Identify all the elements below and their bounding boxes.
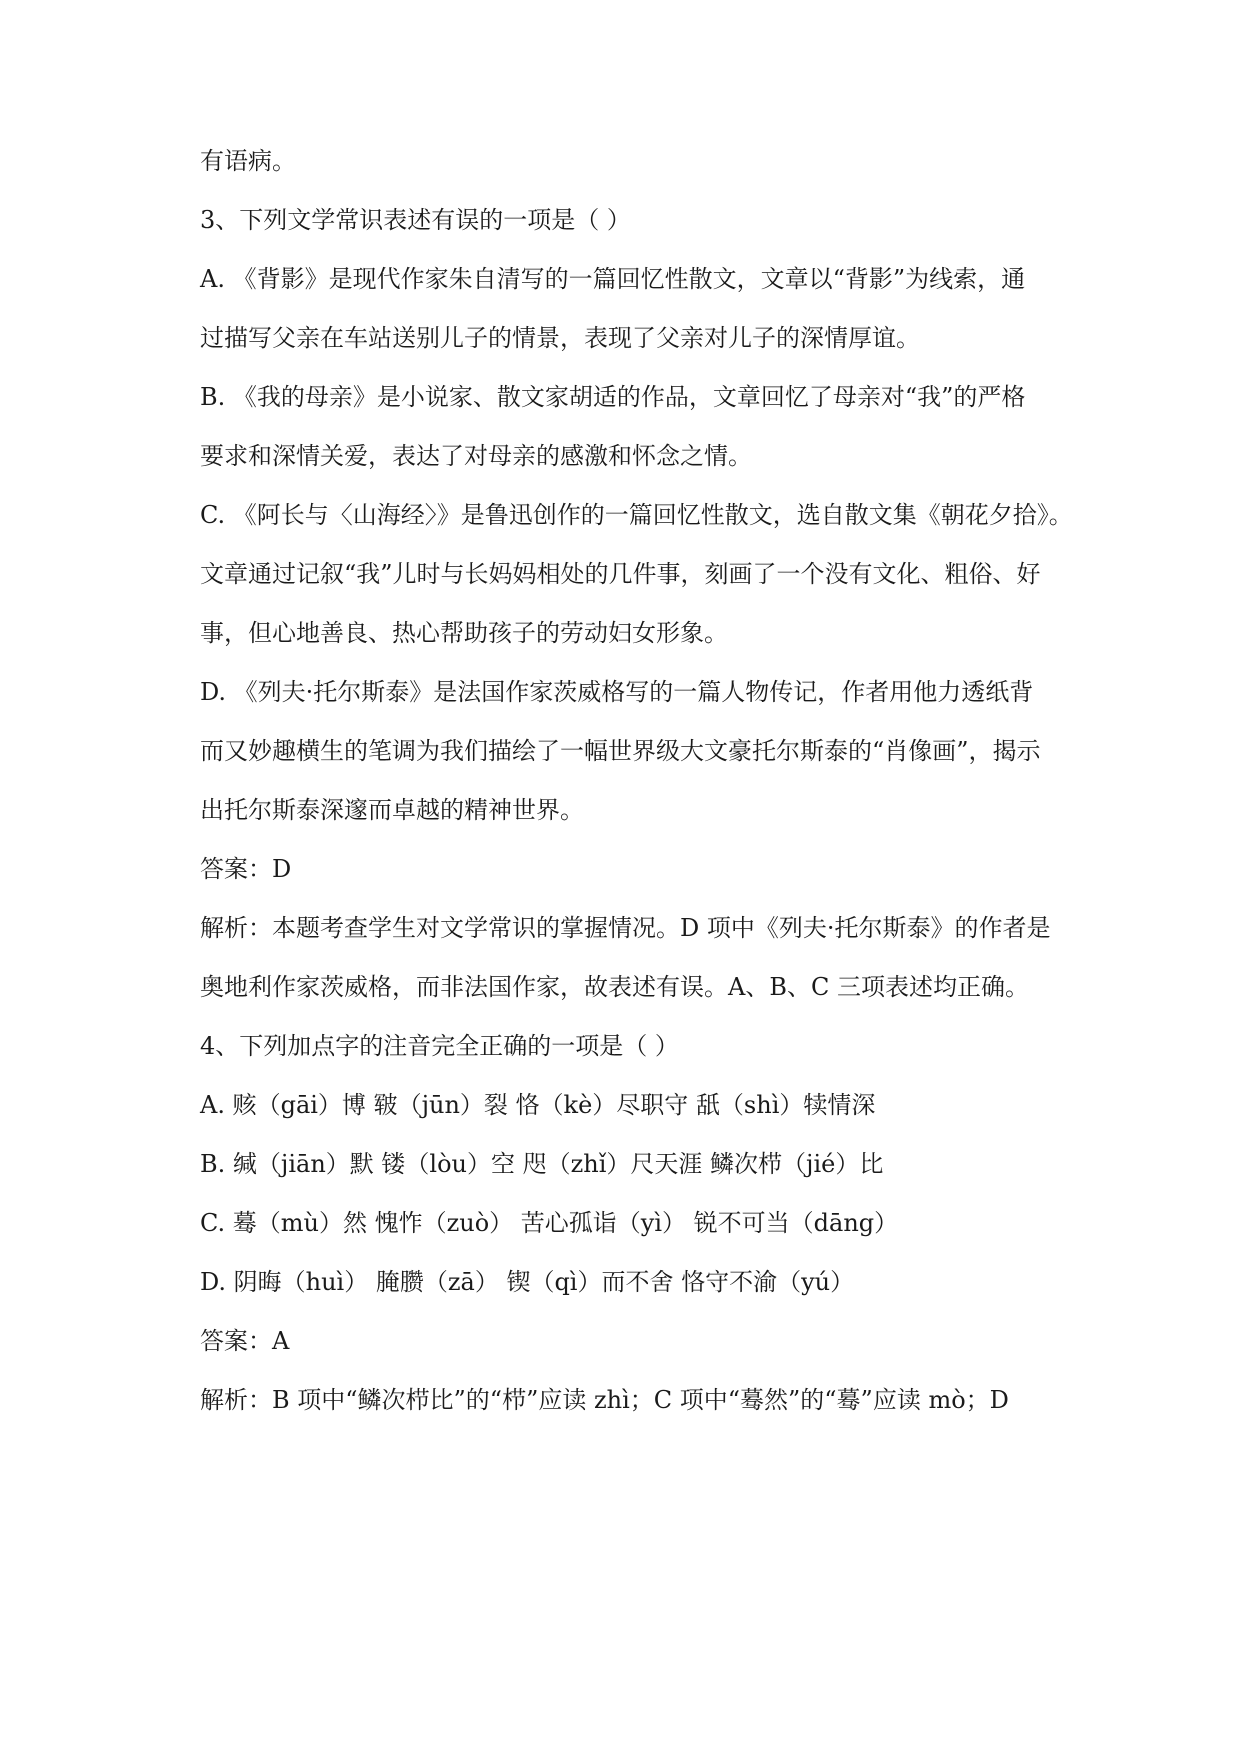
question-3-option-a: A. 《背影》是现代作家朱自清写的一篇回忆性散文，文章以“背影”为线索，通 [200, 265, 1026, 293]
question-3-analysis-cont: 奥地利作家茨威格，而非法国作家，故表述有误。A、B、C 三项表述均正确。 [200, 973, 1029, 1001]
question-3-option-c: C. 《阿长与〈山海经〉》是鲁迅创作的一篇回忆性散文，选自散文集《朝花夕拾》。 [200, 501, 1073, 529]
question-3-answer: 答案：D [200, 855, 292, 883]
question-3-option-b-cont: 要求和深情关爱，表达了对母亲的感激和怀念之情。 [200, 442, 752, 470]
question-4-option-a: A. 赅（gāi）博 皲（jūn）裂 恪（kè）尽职守 舐（shì）犊情深 [200, 1091, 876, 1119]
question-4-answer: 答案：A [200, 1327, 290, 1355]
text-line-continuation: 有语病。 [200, 147, 296, 175]
question-4-option-c: C. 蓦（mù）然 愧怍（zuò） 苦心孤诣（yì） 锐不可当（dāng） [200, 1209, 899, 1237]
question-3-option-b: B. 《我的母亲》是小说家、散文家胡适的作品，文章回忆了母亲对“我”的严格 [200, 383, 1026, 411]
question-3-option-c-cont2: 事，但心地善良、热心帮助孩子的劳动妇女形象。 [200, 619, 728, 647]
question-4-stem: 4、下列加点字的注音完全正确的一项是（ ） [200, 1032, 679, 1060]
question-3-option-d-cont: 而又妙趣横生的笔调为我们描绘了一幅世界级大文豪托尔斯泰的“肖像画”，揭示 [200, 737, 1041, 765]
question-4-analysis: 解析：B 项中“鳞次栉比”的“栉”应读 zhì；C 项中“蓦然”的“蓦”应读 mò；D [200, 1386, 1009, 1414]
question-4-option-b: B. 缄（jiān）默 镂（lòu）空 咫（zhǐ）尺天涯 鳞次栉（jié）比 [200, 1150, 884, 1178]
question-3-option-d: D. 《列夫·托尔斯泰》是法国作家茨威格写的一篇人物传记，作者用他力透纸背 [200, 678, 1034, 706]
question-3-option-d-cont2: 出托尔斯泰深邃而卓越的精神世界。 [200, 796, 584, 824]
question-4-option-d: D. 阴晦（huì） 腌臜（zā） 锲（qì）而不舍 恪守不渝（yú） [200, 1268, 855, 1296]
question-3-stem: 3、下列文学常识表述有误的一项是（ ） [200, 206, 631, 234]
question-3-analysis: 解析：本题考查学生对文学常识的掌握情况。D 项中《列夫·托尔斯泰》的作者是 [200, 914, 1051, 942]
question-3-option-c-cont: 文章通过记叙“我”儿时与长妈妈相处的几件事，刻画了一个没有文化、粗俗、好 [200, 560, 1041, 588]
question-3-option-a-cont: 过描写父亲在车站送别儿子的情景，表现了父亲对儿子的深情厚谊。 [200, 324, 920, 352]
